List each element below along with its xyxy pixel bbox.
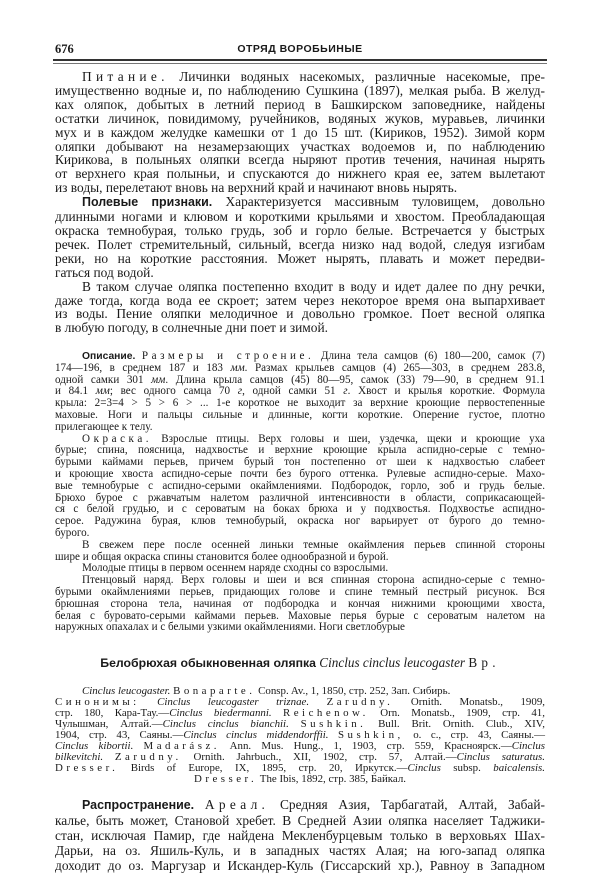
paragraph [55,540,545,564]
text-line [55,774,545,785]
text-line [55,858,545,873]
paragraph [55,697,545,785]
text-run: 1904, стр. 43, Саяны.— [55,729,184,741]
italic-run: baicalensis. [493,762,546,774]
text-run: ках оляпок, добытых в летний период в Башкирском заповеднике, найдены [55,96,545,112]
text-run: крыла: 2=3=4 > 5 > 6 > ... 1-е короткое не выходит за верхние кроющие первостепенные [55,397,545,410]
text-run: белая с буровато-серыми каймами перьев. Маховые перья бурые с сероватым налетом на [55,609,545,622]
text-run: Средняя Азия, Тарбагатай, Алтай, Забай- [269,797,545,812]
text-line [55,112,545,126]
italic-run: Cinclus kibortii. [55,740,134,752]
description-section [55,351,545,634]
text-run: брюшная сторона тела, начиная от подбородка и кончая нижними кроющими хвоста, [55,597,545,610]
text-line [55,181,545,195]
text-run: Дарьи, на оз. Яшиль-Куль, и в западных частях Алая; на юго-запад оляпка [55,843,545,858]
text-run: Consp. Av., 1, 1850, стр. 252, Зап. Сибирь. [255,685,451,697]
text-line [55,516,545,528]
text-run: The Ibis, 1892, стр. 385, Байкал. [257,773,406,785]
paragraph [55,280,545,336]
text-run: прилегающее к телу. [55,420,153,433]
text-run: шире и общая окраска спины становится более однообразной и бурой. [55,550,389,563]
text-line [55,797,545,813]
text-line [55,195,545,210]
text-run: окраска темнобурая, только грудь, зоб и горло белые. Встречается у быстрых [55,222,545,238]
text-run: Ornith. Monatsb., 1909, [393,696,545,708]
text-run: бурыми окаймлениями перьев, придающих голове и спине темный пестрый рисунок. Вся [55,585,545,598]
italic-run: мм [151,373,166,386]
text-line [55,294,545,308]
text-line [55,84,545,98]
text-line [55,813,545,828]
text-run: гаться под водой. [55,264,154,280]
paragraph [55,797,545,873]
text-run: от верхнего края полыньи, и спускаются до нижнего края ее, затем вылетают [55,166,545,182]
text-run: длинными ногами и клювом и короткими крыльями и хвостом. Преобладающая [55,209,545,225]
text-line [55,321,545,335]
text-line [55,224,545,238]
italic-run: Cinclus cinclus middendorffii. [183,729,329,741]
text-run: Ann. Mus. Hung., 1, 1903, стр. 559, Красноярск.— [220,740,512,752]
italic-run: г [343,385,348,398]
running-title: ОТРЯД ВОРОБЬИНЫЕ [237,43,363,55]
text-run: Bull. Brit. Ornith. Club., XIV, [366,718,545,730]
paragraph [55,575,545,634]
text-run: . Размах крыльев самцов (4) 265—303, в среднем 283.8, [244,361,545,374]
italic-run: Cinclus [511,740,545,752]
text-line [55,126,545,140]
synonymy-section [55,686,545,785]
body-text [55,70,545,335]
paragraph [55,434,545,540]
text-run: ся с белой грудью, и с сероватым на боках брюха и у подхвостья. Подхвостье аспидно- [55,503,545,516]
italic-run: Cinclus leucogaster triznae. [157,696,310,708]
text-run: 174—196, в среднем 187 и 183 [55,361,231,374]
text-run: остатки личинок, повидимому, ручейников, водяных жуков, муравьев, личинки [55,110,545,126]
text-line [55,167,545,181]
text-run: бурыми каймами перьев, причем бурый тон постепенно от шеи к надхвостью слабеет [55,456,545,469]
text-run: стан, исключая Памир, где найдена Мекленбурцевым только в верховьях Шах- [55,828,545,843]
text-run [194,797,205,812]
text-run: из воды. Пение оляпки мелодичное и довольно громкое. Поет весной оляпка [55,306,545,322]
italic-run: мм [230,361,245,374]
spaced-run: Синонимы: [55,696,140,708]
text-run: ; вес одного самца 70 [109,385,238,398]
text-run: Личинки водяных насекомых, различные насекомые, пре- [168,69,545,84]
text-run: Птенцовый наряд. Верх головы и шеи и вся спинная сторона аспидно-серые с темно- [82,574,545,587]
italic-run: Cinclus saturatus. [456,751,545,763]
spaced-run: Sushkin, [337,729,404,741]
text-run: в любую погоду, в солнечные дни поет и зимой. [55,320,328,336]
text-line [55,843,545,858]
text-run: имущественно водные и, по наблюдению Сушкина (1897), мелкая рыба. В желуд- [55,82,545,98]
text-run: subsp. [440,762,494,774]
italic-run: Cinclus biedermanni. [169,707,272,719]
spaced-run: Sushkin. [300,718,367,730]
text-run: одной самки 301 [55,373,152,386]
text-run: доходит до оз. Маргузар и Искандер-Куль (Гиссарский хр.), Равноу в Западном [55,858,545,873]
subspecies-russian-name: Белобрюхая обыкновенная оляпка [100,656,316,670]
text-run: . Хвост и крылья короткие. Формула [347,385,545,398]
text-run: бурые; спина, поясница, надхвостье и верхние кроющие крыла аспидно-серые с темно- [55,444,545,457]
text-line [55,70,545,84]
spaced-run: Окраска. [82,432,153,445]
text-run: из воды, перелетают вновь на верхний край и начинают вновь нырять. [55,180,458,196]
spaced-run: Dresser. [55,762,119,774]
italic-run: Cinclus leucogaster. [82,685,171,697]
text-run: наружных опахалах и с белыми узкими окаймлениями. Ноги светлобурые [55,621,405,634]
spaced-run: Dresser. [193,773,258,785]
text-line [55,828,545,843]
text-run: . Длина крыла самцов (45) 80—95, самок (33) 79—90, в среднем 91.1 [165,373,545,386]
text-line [55,210,545,224]
text-run: речек. Полет стремительный, сильный, всегда низко над водой, следуя изгибам [55,236,545,252]
text-line [55,622,545,634]
text-line [55,252,545,266]
text-run: и кроющие хвоста аспидно-серые почти без бурого оттенка. Рулевые аспидно-серые. Махо- [55,467,545,480]
text-run: , одной самки 51 [242,385,344,398]
text-run: Кирикова, в полыньях оляпки всегда ныряют против течения, начиная нырять [55,152,545,168]
text-run: В таком случае оляпка постепенно входит в воду и идет далее по дну речки, [82,278,545,294]
text-run: калье, быть может, Становой хребет. В Средней Азии оляпка населяет Таджики- [55,813,545,828]
subspecies-latin-name: Cinclus cinclus leucogaster [319,655,466,670]
text-run: Длина тела самцов (6) 180—200, самок (7) [314,350,546,362]
page-number: 676 [55,42,74,56]
text-run: стр. 180, Кара-Тау.— [55,707,170,719]
text-run: оляпки добывают на незамерзающих участках водоемов и, по наблюдению [55,138,545,154]
text-run: серое. Радужина бурая, клюв темнобурый, окраска ног варьирует от бурого до темно- [55,515,545,528]
text-line [55,140,545,154]
italic-run: bilkevitchi. [55,751,104,763]
text-run: o. c., стр. 43, Саяны.— [403,729,545,741]
spaced-run: Размеры и строение. [141,350,315,362]
italic-run: г [237,385,243,398]
paragraph [55,351,545,434]
spaced-run: Bonaparte. [173,685,256,697]
text-run: Чулышман, Алтай.— [55,718,163,730]
distribution-section [55,797,545,873]
bold-run: Полевые признаки. [82,195,213,210]
subspecies-heading [55,655,545,671]
text-run: Ornith. Jahrbuch., XII, 1902, стр. 57, Алтай.— [181,751,457,763]
bold-run: Описание. [82,351,136,362]
text-run: Взрослые птицы. Верх головы и шеи, уздечка, щеки и кроющие уха [152,432,545,445]
spaced-run: Reichenow. [282,707,369,719]
text-line [55,266,545,280]
text-run: и 84.1 [55,385,96,398]
paragraph [55,195,545,279]
text-line [55,307,545,321]
text-run: Брюхо бурое с ржавчатым налетом различной интенсивности в области, соприкасающей- [55,491,545,504]
text-run: вые темнобурые с аспидно-серыми окаймлениями. Подбородок, горло, зоб и грудь белые. [55,479,545,492]
text-run: бурого. [55,526,90,539]
text-line [55,153,545,167]
bold-run: Распространение. [82,798,195,812]
text-run: В свежем пере после осенней линьки темные окаймления перьев спинной стороны [82,538,545,551]
spaced-run: Madarász. [143,740,220,752]
text-line [55,280,545,294]
text-run: Orn. Monatsb., 1909, стр. 41, [368,707,545,719]
text-run: маховые. Ноги и пальцы сильные и длинные, когти короткие. Оперение густое, плотно [55,408,545,421]
text-run: Молодые птицы в первом осеннем наряде сходны со взрослыми. [82,562,389,575]
subspecies-author: Вр. [468,655,500,670]
text-line [55,238,545,252]
spaced-run: Ареал. [204,797,270,812]
text-run: Характеризуется массивным туловищем, довольно [212,194,546,210]
text-run: даже тогда, когда вода ее скроет; затем через некоторое время она выпархивает [55,292,545,308]
text-run: реки, но на короткие расстояния. Может нырять, плавать и может передви- [55,250,545,266]
text-line [55,98,545,112]
italic-run: Cinclus [407,762,441,774]
spaced-run: Zarudny. [114,751,182,763]
italic-run: Cinclus cinclus bianchii. [162,718,289,730]
text-run: мух и в каждом желудке камешки от 1 до 15 шт. (Кириков, 1952). Зимой корм [55,124,545,140]
spaced-run: Питание. [82,69,169,84]
spaced-run: Zarudny. [326,696,394,708]
italic-run: мм [95,385,110,398]
text-run: Birds of Europe, IX, 1895, стр. 20, Иркутск.— [118,762,408,774]
header-rule [53,59,547,64]
paragraph [55,70,545,195]
